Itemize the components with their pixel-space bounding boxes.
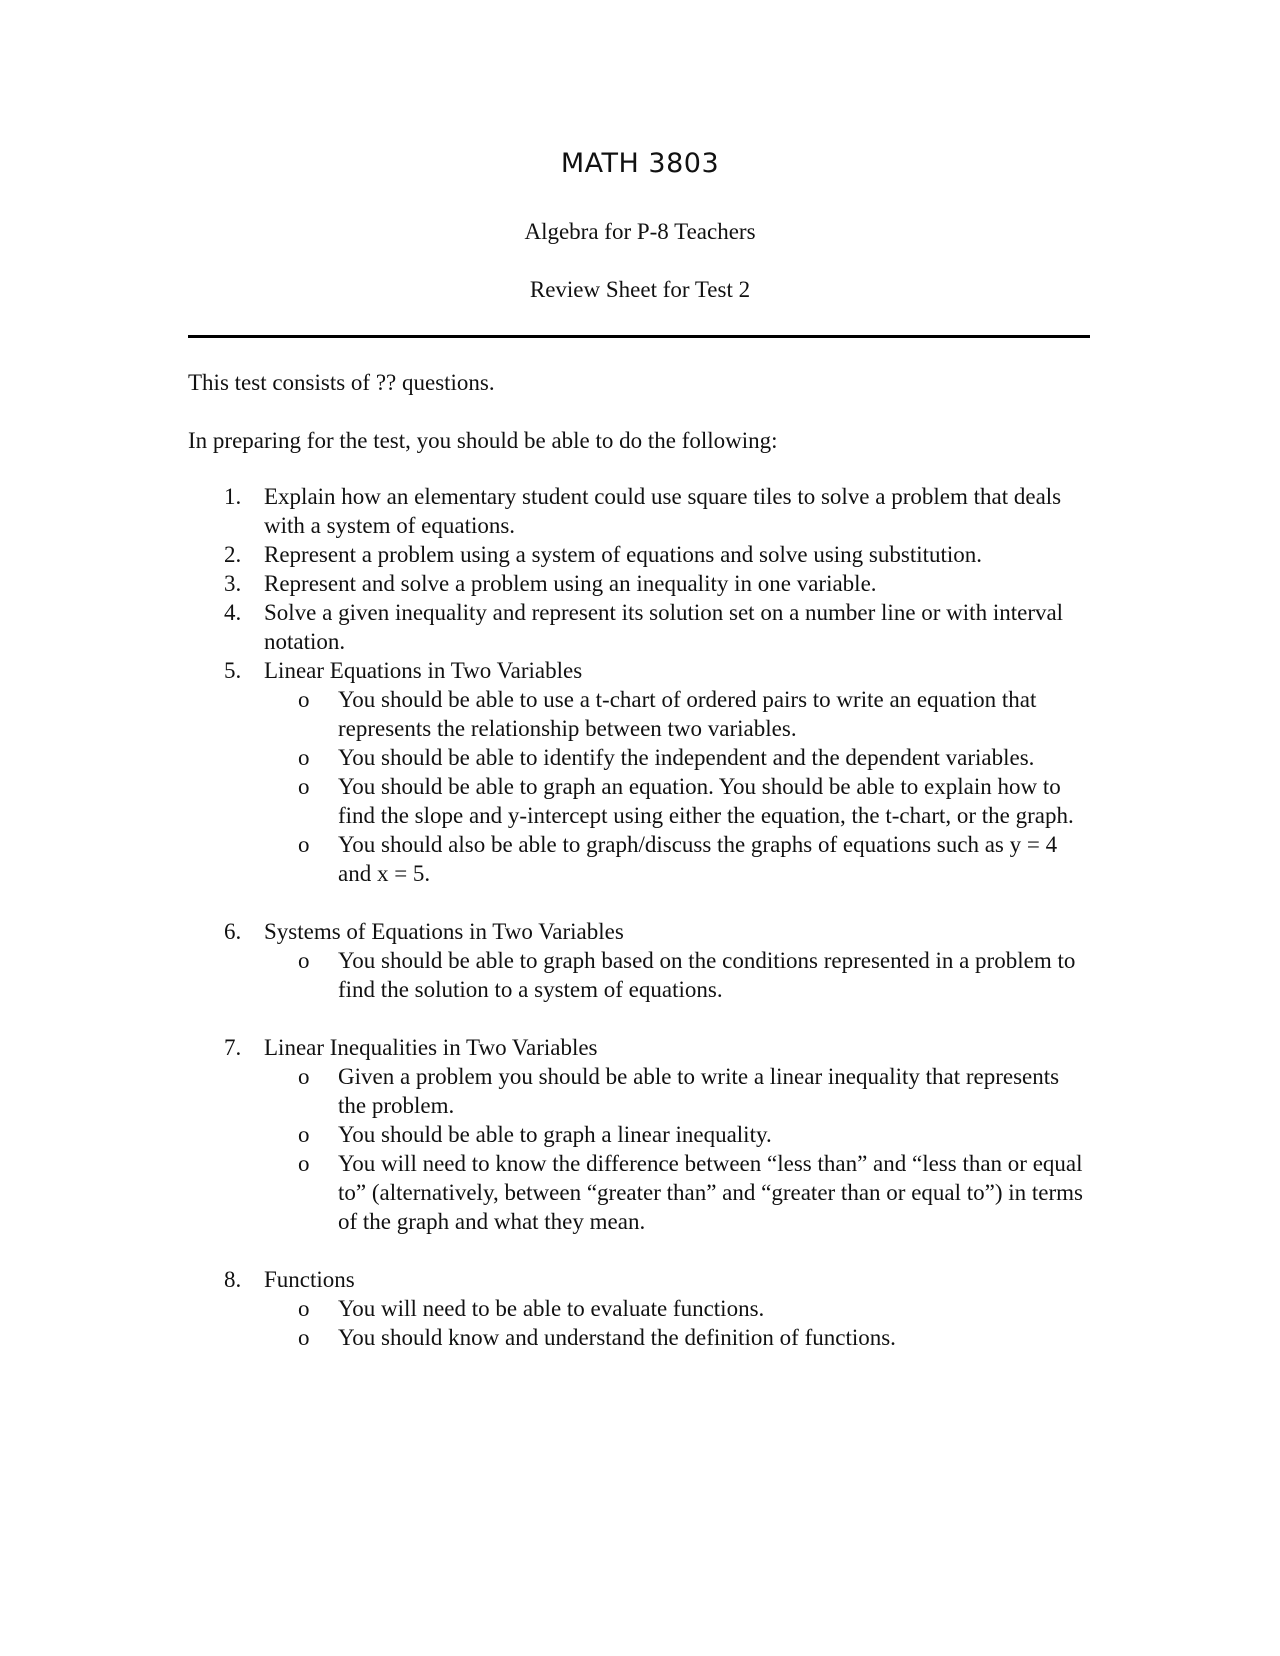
sub-item xyxy=(188,772,1090,830)
item-text: Represent and solve a problem using an inequality in one variable. xyxy=(264,571,877,596)
list-item xyxy=(188,540,1090,569)
item-number: 3. xyxy=(224,571,242,596)
item-number: 2. xyxy=(224,542,242,567)
item-number: 4. xyxy=(224,600,242,625)
list-item xyxy=(188,482,1090,540)
objectives-list xyxy=(188,482,1090,1352)
sub-item xyxy=(188,830,1090,888)
item-text: Functions xyxy=(264,1267,355,1292)
sub-item-text: You should know and understand the definition of functions. xyxy=(338,1325,896,1350)
sub-list xyxy=(188,1062,1090,1236)
sub-item xyxy=(188,1323,1090,1352)
bullet-icon: o xyxy=(298,687,310,712)
item-text: Linear Inequalities in Two Variables xyxy=(264,1035,598,1060)
sub-list xyxy=(188,1294,1090,1352)
item-number: 7. xyxy=(224,1035,242,1060)
sub-item-text: You should be able to graph based on the conditions represented in a problem to find the solution to a system of equations. xyxy=(338,948,1076,1002)
course-title: MATH 3803 xyxy=(560,148,720,179)
bullet-icon: o xyxy=(298,774,310,799)
item-number: 6. xyxy=(224,919,242,944)
sub-item xyxy=(188,1120,1090,1149)
bullet-icon: o xyxy=(298,1151,310,1176)
sub-item-text: You should also be able to graph/discuss the graphs of equations such as y = 4 and x = 5. xyxy=(338,832,1058,886)
list-item xyxy=(188,1265,1090,1294)
item-text: Represent a problem using a system of equations and solve using substitution. xyxy=(264,542,983,567)
item-text: Explain how an elementary student could use square tiles to solve a problem that deals with a system of equations. xyxy=(264,484,1062,538)
item-number: 5. xyxy=(224,658,242,683)
list-item xyxy=(188,569,1090,598)
spacer xyxy=(188,888,1090,917)
sub-item xyxy=(188,1062,1090,1120)
sub-item-text: You will need to know the difference between “less than” and “less than or equal to” (alternatively, between “greater than” and “greater than or equal to”) in terms of the graph and what they mean. xyxy=(338,1151,1083,1234)
spacer xyxy=(188,1236,1090,1265)
bullet-icon: o xyxy=(298,1325,310,1350)
sub-list xyxy=(188,946,1090,1004)
intro-instructions: In preparing for the test, you should be able to do the following: xyxy=(188,428,778,453)
list-item xyxy=(188,656,1090,685)
sub-item xyxy=(188,1294,1090,1323)
spacer xyxy=(188,1004,1090,1033)
item-text: Linear Equations in Two Variables xyxy=(264,658,583,683)
sheet-title: Review Sheet for Test 2 xyxy=(529,277,751,302)
header-divider xyxy=(188,335,1090,338)
bullet-icon: o xyxy=(298,832,310,857)
item-text: Systems of Equations in Two Variables xyxy=(264,919,624,944)
course-name: Algebra for P-8 Teachers xyxy=(524,219,756,244)
intro-question-count: This test consists of ?? questions. xyxy=(188,370,495,395)
bullet-icon: o xyxy=(298,745,310,770)
bullet-icon: o xyxy=(298,1122,310,1147)
item-number: 8. xyxy=(224,1267,242,1292)
sub-item-text: Given a problem you should be able to write a linear inequality that represents the problem. xyxy=(338,1064,1060,1118)
sub-item-text: You will need to be able to evaluate functions. xyxy=(338,1296,765,1321)
sub-item-text: You should be able to use a t-chart of ordered pairs to write an equation that represents the relationship between two variables. xyxy=(338,687,1037,741)
bullet-icon: o xyxy=(298,1296,310,1321)
sub-item-text: You should be able to identify the independent and the dependent variables. xyxy=(338,745,1035,770)
item-number: 1. xyxy=(224,484,242,509)
sub-item xyxy=(188,1149,1090,1236)
sub-item xyxy=(188,946,1090,1004)
sub-list xyxy=(188,685,1090,888)
sub-item xyxy=(188,743,1090,772)
item-text: Solve a given inequality and represent its solution set on a number line or with interval notation. xyxy=(264,600,1064,654)
bullet-icon: o xyxy=(298,948,310,973)
list-item xyxy=(188,1033,1090,1062)
sub-item-text: You should be able to graph an equation. You should be able to explain how to find the slope and y-intercept using either the equation, the t-chart, or the graph. xyxy=(338,774,1074,828)
bullet-icon: o xyxy=(298,1064,310,1089)
sub-item-text: You should be able to graph a linear inequality. xyxy=(338,1122,772,1147)
sub-item xyxy=(188,685,1090,743)
list-item xyxy=(188,917,1090,946)
list-item xyxy=(188,598,1090,656)
